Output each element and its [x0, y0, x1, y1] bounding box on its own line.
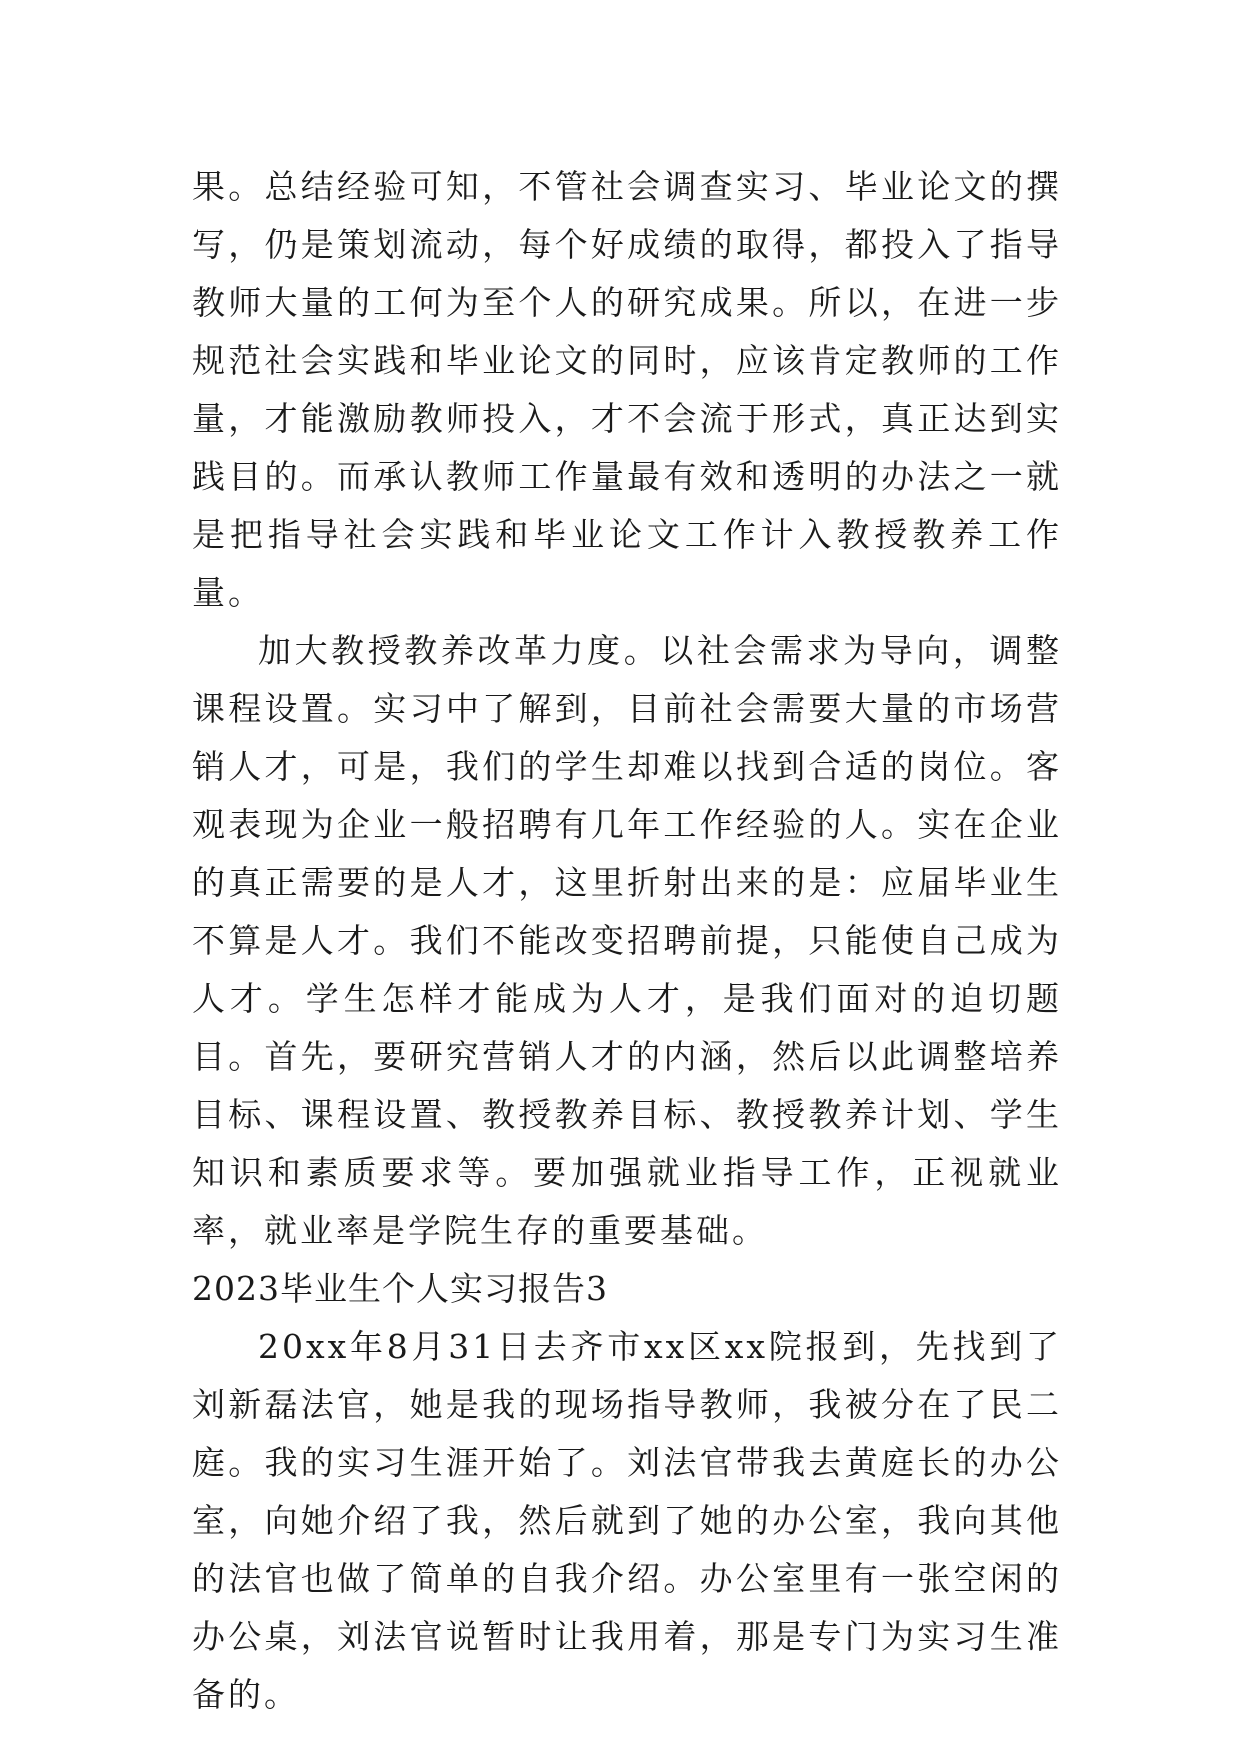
paragraph-teaching-reform: 加大教授教养改革力度。以社会需求为导向，调整课程设置。实习中了解到，目前社会需要大量的市场营销人才，可是，我们的学生却难以找到合适的岗位。客观表现为企业一般招聘有几年工作经验的人。实在企业的真正需要的是人才，这里折射出来的是：应届毕业生不算是人才。我们不能改变招聘前提，只能使自己成为人才。学生怎样才能成为人才，是我们面对的迫切题目。首先，要研究营销人才的内涵，然后以此调整培养目标、课程设置、教授教养目标、教授教养计划、学生知识和素质要求等。要加强就业指导工作，正视就业率，就业率是学院生存的重要基础。 [192, 631, 1062, 1250]
paragraph-internship-start: 20xx年8月31日去齐市xx区xx院报到，先找到了刘新磊法官，她是我的现场指导教师，我被分在了民二庭。我的实习生涯开始了。刘法官带我去黄庭长的办公室，向她介绍了我，然后就到了她的办公室，我向其他的法官也做了简单的自我介绍。办公室里有一张空闲的办公桌，刘法官说暂时让我用着，那是专门为实习生准备的。 [192, 1327, 1062, 1714]
section-heading: 2023毕业生个人实习报告3 [192, 1269, 608, 1308]
paragraph-continuation: 果。总结经验可知，不管社会调查实习、毕业论文的撰写，仍是策划流动，每个好成绩的取得，都投入了指导教师大量的工何为至个人的研究成果。所以，在进一步规范社会实践和毕业论文的同时，应该肯定教师的工作量，才能激励教师投入，才不会流于形式，真正达到实践目的。而承认教师工作量最有效和透明的办法之一就是把指导社会实践和毕业论文工作计入教授教养工作量。 [192, 167, 1062, 612]
document-body [192, 158, 1062, 1724]
